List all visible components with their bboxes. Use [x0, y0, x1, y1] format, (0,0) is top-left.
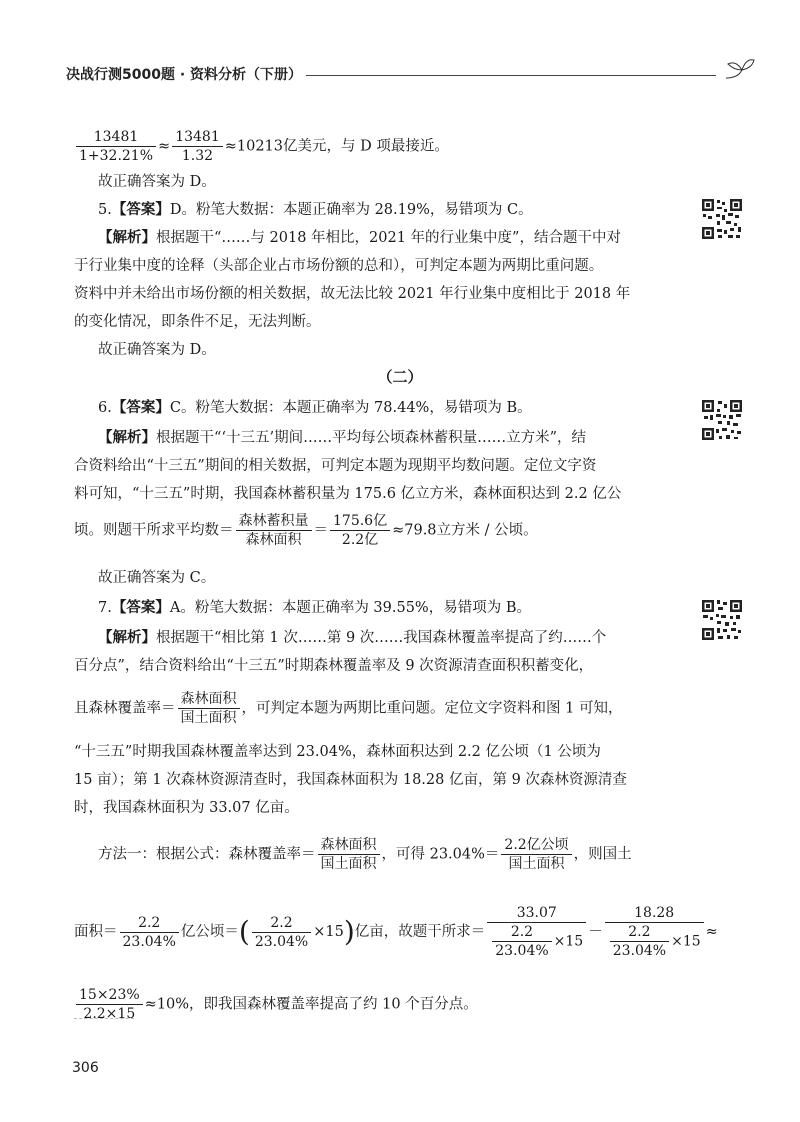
q7-analysis: 【解析】根据题干“相比第 1 次……第 9 次……我国森林覆盖率提高了约……个 — [98, 629, 607, 646]
fraction: 18.28 $\frac{2.2}{23.04\%}$ ×15 — [605, 904, 704, 960]
calc-line: $\frac{13481}{1+32.21\%}$ ≈ $\frac{13481}{1.32}$ ≈10213亿美元，与 D 项最接近。 — [74, 128, 449, 165]
q5-analysis-line: 资料中并未给出市场份额的相关数据，故无法比较 2021 年行业集中度相比于 2018 年 — [74, 286, 631, 302]
qr-code-icon[interactable] — [700, 598, 744, 642]
q5-analysis-line: 于行业集中度的诠释（头部企业占市场份额的总和），可判定本题为两期比重问题。 — [74, 258, 604, 274]
answer-line: 故正确答案为 D。 — [98, 342, 216, 358]
fraction: $\frac{13481}{1.32}$ — [172, 128, 223, 165]
fraction: 33.07 $\frac{2.2}{23.04\%}$ ×15 — [487, 904, 586, 960]
q7-analysis-line: 15 亩）；第 1 次森林资源清查时，我国森林面积为 18.28 亿亩，第 9 次森林资源清查 — [74, 772, 627, 788]
answer-line: 故正确答案为 C。 — [98, 570, 216, 586]
method-one-line: 方法一：根据公式：森林覆盖率＝ $\frac{\text{森林面积}}{\text{国土面积}}$ ，可得 23.04%＝ $\frac{\text{2.2亿公顷}}{\text{国土面积}}$ ，则国土 — [98, 837, 632, 872]
q6-analysis-line: 合资料给出“十三五”期间的相关数据，可判定本题为现期平均数问题。定位文字资 — [74, 458, 597, 474]
qr-code-icon[interactable] — [700, 398, 744, 442]
q6-answer: 6.【答案】C。粉笔大数据：本题正确率为 78.44%，易错项为 B。 — [98, 399, 532, 416]
method-result-line: $\frac{15\times 23\%}{2.2\times 15}$ ≈10%，即我国森林覆盖率提高了约 10 个百分点。 — [74, 986, 478, 1023]
fraction: $\frac{2.2}{23.04\%}$ — [252, 914, 311, 951]
q5-analysis: 【解析】根据题干“……与 2018 年相比，2021 年的行业集中度”，结合题干中对 — [98, 229, 621, 246]
fraction: $\frac{\text{森林面积}}{\text{国土面积}}$ — [178, 690, 240, 727]
sprout-icon — [722, 56, 756, 84]
fraction: $\frac{\text{175.6亿}}{\text{2.2亿}}$ — [330, 512, 390, 549]
fraction: $\frac{\text{森林面积}}{\text{国土面积}}$ — [318, 836, 380, 873]
page-number: 306 — [72, 1060, 99, 1076]
q5-answer: 5.【答案】D。粉笔大数据：本题正确率为 28.19%，易错项为 C。 — [98, 201, 533, 218]
q6-analysis: 【解析】根据题干“‘十三五’期间……平均每公顷森林蓄积量……立方米”，结 — [98, 429, 587, 446]
q5-analysis-line: 的变化情况，即条件不足，无法判断。 — [74, 314, 321, 330]
q7-analysis-line: 时，我国森林面积为 33.07 亿亩。 — [74, 800, 299, 816]
fraction: $\frac{\text{2.2亿公顷}}{\text{国土面积}}$ — [501, 836, 571, 873]
method-formula-line: 面积＝ $\frac{2.2}{23.04\%}$ 亿公顷＝( $\frac{2.2}{23.04\%}$ ×15)亿亩，故题干所求＝ 33.07 $\frac{2.2}{23.04\%}$ ×15 － 18.28 $\frac{2.2}{23.04\%}$ ×15 ≈ — [74, 905, 718, 959]
section-title: （二） — [377, 368, 423, 386]
fraction: $\frac{13481}{1+32.21\%}$ — [76, 128, 156, 165]
fraction: $\frac{2.2}{23.04\%}$ — [120, 914, 179, 951]
fraction: $\frac{15\times 23\%}{2.2\times 15}$ — [76, 986, 143, 1023]
q7-formula-line: 且森林覆盖率＝ $\frac{\text{森林面积}}{\text{国土面积}}$ ，可判定本题为两期比重问题。定位文字资料和图 1 可知， — [74, 691, 623, 726]
answer-line: 故正确答案为 D。 — [98, 174, 216, 190]
q7-answer: 7.【答案】A。粉笔大数据：本题正确率为 39.55%，易错项为 B。 — [98, 599, 531, 616]
header-rule — [306, 75, 716, 76]
fraction: $\frac{\text{森林蓄积量}}{\text{森林面积}}$ — [236, 512, 312, 549]
q7-analysis-line: 百分点”，结合资料给出“十三五”时期森林覆盖率及 9 次资源清查面积积蓄变化， — [74, 658, 594, 674]
divider — [74, 1018, 134, 1019]
header-title: 决战行测5000题 · 资料分析（下册） — [66, 67, 303, 83]
q6-formula-line: 顷。则题干所求平均数＝ $\frac{\text{森林蓄积量}}{\text{森林面积}}$ ＝ $\frac{\text{175.6亿}}{\text{2.2亿}}$ ≈79.8立方米 / 公顷。 — [74, 513, 538, 548]
running-header — [66, 60, 756, 84]
q7-analysis-line: “十三五”时期我国森林覆盖率达到 23.04%，森林面积达到 2.2 亿公顷（1 公顷为 — [74, 744, 601, 760]
q6-analysis-line: 料可知，“十三五”时期，我国森林蓄积量为 175.6 亿立方米，森林面积达到 2.2 亿公 — [74, 486, 622, 502]
qr-code-icon[interactable] — [700, 197, 744, 241]
